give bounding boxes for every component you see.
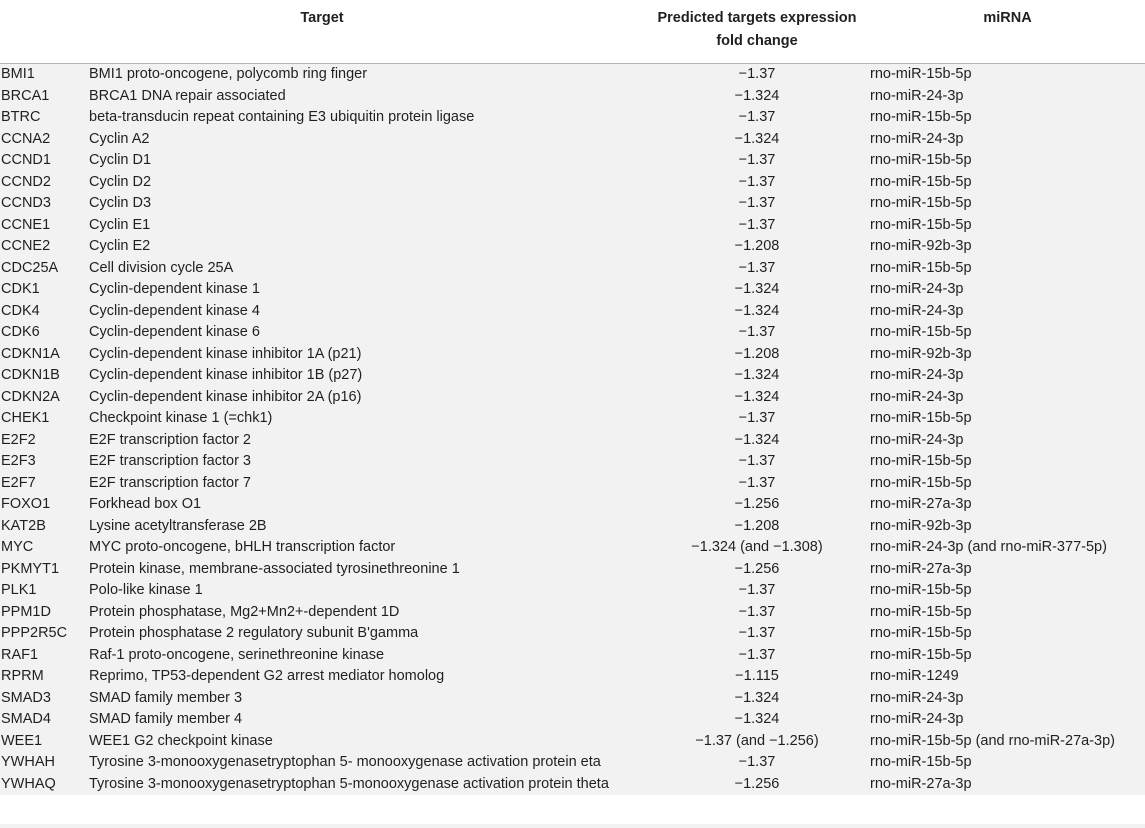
fold-change-cell: −1.37 bbox=[738, 259, 776, 276]
fold-change-cell: −1.37 bbox=[738, 754, 776, 770]
table-row bbox=[0, 516, 1145, 538]
gene-symbol-cell: KAT2B bbox=[1, 517, 46, 534]
gene-symbol-cell: CCND1 bbox=[1, 152, 51, 168]
gene-symbol-cell: WEE1 bbox=[1, 732, 43, 749]
gene-name-cell: Cyclin D2 bbox=[89, 173, 152, 190]
gene-name-cell: BMI1 proto-oncogene, polycomb ring finger bbox=[89, 66, 368, 82]
fold-change-cell: −1.324 bbox=[734, 388, 780, 405]
fold-change-cell: −1.37 bbox=[738, 603, 776, 620]
mirna-cell: rno-miR-24-3p bbox=[870, 689, 964, 706]
gene-name-cell: Cyclin D1 bbox=[89, 152, 152, 168]
fold-change-cell: −1.37 bbox=[738, 173, 776, 190]
gene-name-cell: beta-transducin repeat containing E3 ubiquitin protein ligase bbox=[89, 109, 475, 125]
gene-symbol-cell: PKMYT1 bbox=[1, 560, 60, 577]
mirna-cell: rno-miR-15b-5p bbox=[870, 173, 972, 190]
gene-symbol-cell: YWHAQ bbox=[1, 775, 56, 792]
gene-symbol-cell: CCND3 bbox=[1, 195, 51, 211]
gene-symbol-cell: E2F7 bbox=[1, 474, 36, 491]
fold-change-cell: −1.37 bbox=[738, 66, 776, 82]
gene-name-cell: Cyclin-dependent kinase inhibitor 2A (p16) bbox=[89, 388, 362, 405]
mirna-cell: rno-miR-24-3p bbox=[870, 388, 964, 405]
mirna-cell: rno-miR-15b-5p (and rno-miR-27a-3p) bbox=[870, 732, 1115, 749]
gene-name-cell: Cyclin-dependent kinase 6 bbox=[89, 324, 260, 340]
mirna-cell: rno-miR-15b-5p bbox=[870, 625, 972, 641]
gene-symbol-cell: PLK1 bbox=[1, 582, 37, 598]
table-row bbox=[0, 666, 1145, 688]
table-row bbox=[0, 537, 1145, 559]
gene-symbol-cell: FOXO1 bbox=[1, 496, 51, 512]
table-row bbox=[0, 602, 1145, 624]
table-row bbox=[0, 150, 1145, 172]
table-row bbox=[0, 408, 1145, 430]
gene-name-cell: Cyclin-dependent kinase 4 bbox=[89, 302, 260, 319]
gene-symbol-cell: CDK1 bbox=[1, 281, 40, 297]
gene-name-cell: Cyclin A2 bbox=[89, 130, 150, 147]
gene-name-cell: SMAD family member 3 bbox=[89, 689, 243, 706]
mirna-cell: rno-miR-24-3p bbox=[870, 87, 964, 104]
gene-name-cell: Protein kinase, membrane-associated tyrosinethreonine 1 bbox=[89, 560, 460, 577]
gene-symbol-cell: CCNA2 bbox=[1, 130, 51, 147]
table-row bbox=[0, 688, 1145, 710]
gene-symbol-cell: YWHAH bbox=[1, 754, 55, 770]
table-row bbox=[0, 129, 1145, 151]
gene-symbol-cell: BMI1 bbox=[1, 66, 35, 82]
table-row bbox=[0, 387, 1145, 409]
table-row bbox=[0, 215, 1145, 237]
gene-name-cell: MYC proto-oncogene, bHLH transcription factor bbox=[89, 539, 396, 555]
gene-symbol-cell: PPM1D bbox=[1, 603, 51, 620]
mirna-cell: rno-miR-92b-3p bbox=[870, 517, 972, 534]
mirna-cell: rno-miR-24-3p bbox=[870, 130, 964, 147]
gene-symbol-cell: CCND2 bbox=[1, 173, 51, 190]
gene-symbol-cell: E2F2 bbox=[1, 431, 36, 448]
mirna-cell: rno-miR-92b-3p bbox=[870, 238, 972, 254]
mirna-cell: rno-miR-24-3p bbox=[870, 431, 964, 448]
mirna-cell: rno-miR-15b-5p bbox=[870, 216, 972, 233]
gene-name-cell: Checkpoint kinase 1 (=chk1) bbox=[89, 410, 273, 426]
mirna-cell: rno-miR-24-3p bbox=[870, 302, 964, 319]
gene-name-cell: Cell division cycle 25A bbox=[89, 259, 234, 276]
gene-name-cell: E2F transcription factor 7 bbox=[89, 474, 251, 491]
mirna-cell: rno-miR-15b-5p bbox=[870, 259, 972, 276]
gene-name-cell: WEE1 G2 checkpoint kinase bbox=[89, 732, 273, 749]
fold-change-cell: −1.208 bbox=[734, 517, 780, 534]
table-row bbox=[0, 623, 1145, 645]
table-row bbox=[0, 731, 1145, 753]
table-row bbox=[0, 64, 1145, 86]
mirna-cell: rno-miR-15b-5p bbox=[870, 603, 972, 620]
header-mirna: miRNA bbox=[870, 0, 1145, 64]
gene-symbol-cell: CDK4 bbox=[1, 302, 40, 319]
mirna-cell: rno-miR-27a-3p bbox=[870, 775, 972, 792]
gene-name-cell: Lysine acetyltransferase 2B bbox=[89, 517, 267, 534]
header-fold-change: Predicted targets expression fold change bbox=[644, 0, 870, 64]
table-row bbox=[0, 236, 1145, 258]
gene-name-cell: Cyclin-dependent kinase inhibitor 1A (p21) bbox=[89, 345, 362, 362]
fold-change-cell: −1.37 bbox=[738, 474, 776, 491]
fold-change-cell: −1.324 bbox=[734, 711, 780, 727]
gene-name-cell: Cyclin-dependent kinase inhibitor 1B (p27) bbox=[89, 367, 363, 383]
gene-symbol-cell: CDC25A bbox=[1, 259, 59, 276]
fold-change-cell: −1.37 bbox=[738, 582, 776, 598]
table-row bbox=[0, 752, 1145, 774]
gene-symbol-cell: CDKN1B bbox=[1, 367, 60, 383]
table-row bbox=[0, 494, 1145, 516]
fold-change-cell: −1.256 bbox=[734, 560, 780, 577]
table-row bbox=[0, 774, 1145, 796]
gene-name-cell: Cyclin E2 bbox=[89, 238, 151, 254]
fold-change-cell: −1.324 bbox=[734, 431, 780, 448]
gene-name-cell: E2F transcription factor 2 bbox=[89, 431, 251, 448]
mirna-cell: rno-miR-15b-5p bbox=[870, 324, 972, 340]
table-row bbox=[0, 258, 1145, 280]
gene-name-cell: SMAD family member 4 bbox=[89, 711, 243, 727]
table-row bbox=[0, 344, 1145, 366]
fold-change-cell: −1.37 bbox=[738, 195, 776, 211]
fold-change-cell: −1.324 bbox=[734, 130, 780, 147]
fold-change-cell: −1.37 bbox=[738, 410, 776, 426]
fold-change-cell: −1.324 bbox=[734, 367, 780, 383]
gene-symbol-cell: BRCA1 bbox=[1, 87, 50, 104]
mirna-cell: rno-miR-15b-5p bbox=[870, 754, 972, 770]
fold-change-cell: −1.208 bbox=[734, 345, 780, 362]
gene-name-cell: E2F transcription factor 3 bbox=[89, 453, 251, 469]
mirna-cell: rno-miR-24-3p bbox=[870, 367, 964, 383]
table-row bbox=[0, 709, 1145, 731]
gene-name-cell: Tyrosine 3-monooxygenasetryptophan 5- monooxygenase activation protein eta bbox=[89, 754, 601, 770]
table-bottom-fill bbox=[0, 824, 1145, 828]
table-row bbox=[0, 279, 1145, 301]
table-row bbox=[0, 645, 1145, 667]
gene-name-cell: Raf-1 proto-oncogene, serinethreonine kinase bbox=[89, 646, 385, 663]
gene-symbol-cell: MYC bbox=[1, 539, 34, 555]
fold-change-cell: −1.37 bbox=[738, 109, 776, 125]
fold-change-cell: −1.208 bbox=[734, 238, 780, 254]
table-row bbox=[0, 430, 1145, 452]
gene-symbol-cell: CCNE1 bbox=[1, 216, 51, 233]
table-row bbox=[0, 86, 1145, 108]
table-row bbox=[0, 172, 1145, 194]
table-row bbox=[0, 559, 1145, 581]
fold-change-cell: −1.37 bbox=[738, 453, 776, 469]
table-row bbox=[0, 473, 1145, 495]
header-row bbox=[0, 0, 1145, 64]
gene-symbol-cell: SMAD4 bbox=[1, 711, 51, 727]
mirna-cell: rno-miR-15b-5p bbox=[870, 195, 972, 211]
gene-name-cell: BRCA1 DNA repair associated bbox=[89, 87, 286, 104]
table-body bbox=[0, 64, 1145, 796]
fold-change-cell: −1.37 bbox=[738, 152, 776, 168]
fold-change-cell: −1.37 bbox=[738, 324, 776, 340]
fold-change-cell: −1.37 bbox=[738, 625, 776, 641]
header-target: Target bbox=[0, 0, 644, 64]
gene-symbol-cell: CDKN1A bbox=[1, 345, 60, 362]
fold-change-cell: −1.37 bbox=[738, 216, 776, 233]
mirna-cell: rno-miR-15b-5p bbox=[870, 474, 972, 491]
gene-name-cell: Reprimo, TP53-dependent G2 arrest mediator homolog bbox=[89, 668, 445, 684]
table-row bbox=[0, 107, 1145, 129]
gene-symbol-cell: E2F3 bbox=[1, 453, 36, 469]
gene-symbol-cell: CDKN2A bbox=[1, 388, 60, 405]
fold-change-cell: −1.256 bbox=[734, 496, 780, 512]
table-row bbox=[0, 580, 1145, 602]
gene-name-cell: Cyclin-dependent kinase 1 bbox=[89, 281, 260, 297]
mirna-cell: rno-miR-24-3p bbox=[870, 281, 964, 297]
fold-change-cell: −1.324 bbox=[734, 281, 780, 297]
table-header bbox=[0, 0, 1145, 64]
mirna-cell: rno-miR-24-3p bbox=[870, 711, 964, 727]
gene-name-cell: Protein phosphatase, Mg2+Mn2+-dependent 1D bbox=[89, 603, 400, 620]
gene-name-cell: Polo-like kinase 1 bbox=[89, 582, 203, 598]
mirna-cell: rno-miR-27a-3p bbox=[870, 496, 972, 512]
mirna-cell: rno-miR-15b-5p bbox=[870, 66, 972, 82]
mirna-cell: rno-miR-15b-5p bbox=[870, 152, 972, 168]
table-row bbox=[0, 193, 1145, 215]
fold-change-cell: −1.37 (and −1.256) bbox=[695, 732, 819, 749]
fold-change-cell: −1.37 bbox=[738, 646, 776, 663]
mirna-cell: rno-miR-15b-5p bbox=[870, 109, 972, 125]
fold-change-cell: −1.115 bbox=[735, 668, 779, 684]
gene-symbol-cell: PPP2R5C bbox=[1, 625, 68, 641]
table-row bbox=[0, 451, 1145, 473]
table-row bbox=[0, 322, 1145, 344]
gene-name-cell: Tyrosine 3-monooxygenasetryptophan 5-monooxygenase activation protein theta bbox=[89, 775, 609, 792]
gene-symbol-cell: SMAD3 bbox=[1, 689, 51, 706]
fold-change-cell: −1.324 bbox=[734, 87, 780, 104]
gene-name-cell: Forkhead box O1 bbox=[89, 496, 202, 512]
gene-symbol-cell: BTRC bbox=[1, 109, 41, 125]
mirna-cell: rno-miR-27a-3p bbox=[870, 560, 972, 577]
gene-symbol-cell: CDK6 bbox=[1, 324, 40, 340]
fold-change-cell: −1.324 (and −1.308) bbox=[691, 539, 823, 555]
gene-symbol-cell: CCNE2 bbox=[1, 238, 51, 254]
table-row bbox=[0, 365, 1145, 387]
mirna-cell: rno-miR-15b-5p bbox=[870, 453, 972, 469]
gene-symbol-cell: RPRM bbox=[1, 668, 44, 684]
mirna-cell: rno-miR-15b-5p bbox=[870, 582, 972, 598]
fold-change-cell: −1.324 bbox=[734, 302, 780, 319]
mirna-cell: rno-miR-15b-5p bbox=[870, 646, 972, 663]
gene-name-cell: Protein phosphatase 2 regulatory subunit B'gamma bbox=[89, 625, 419, 641]
mirna-cell: rno-miR-15b-5p bbox=[870, 410, 972, 426]
fold-change-cell: −1.324 bbox=[734, 689, 780, 706]
gene-symbol-cell: CHEK1 bbox=[1, 410, 50, 426]
mirna-cell: rno-miR-92b-3p bbox=[870, 345, 972, 362]
gene-name-cell: Cyclin D3 bbox=[89, 195, 152, 211]
mirna-cell: rno-miR-1249 bbox=[870, 668, 959, 684]
fold-change-cell: −1.256 bbox=[734, 775, 780, 792]
table-row bbox=[0, 301, 1145, 323]
gene-symbol-cell: RAF1 bbox=[1, 646, 39, 663]
mirna-cell: rno-miR-24-3p (and rno-miR-377-5p) bbox=[870, 539, 1107, 555]
gene-name-cell: Cyclin E1 bbox=[89, 216, 151, 233]
